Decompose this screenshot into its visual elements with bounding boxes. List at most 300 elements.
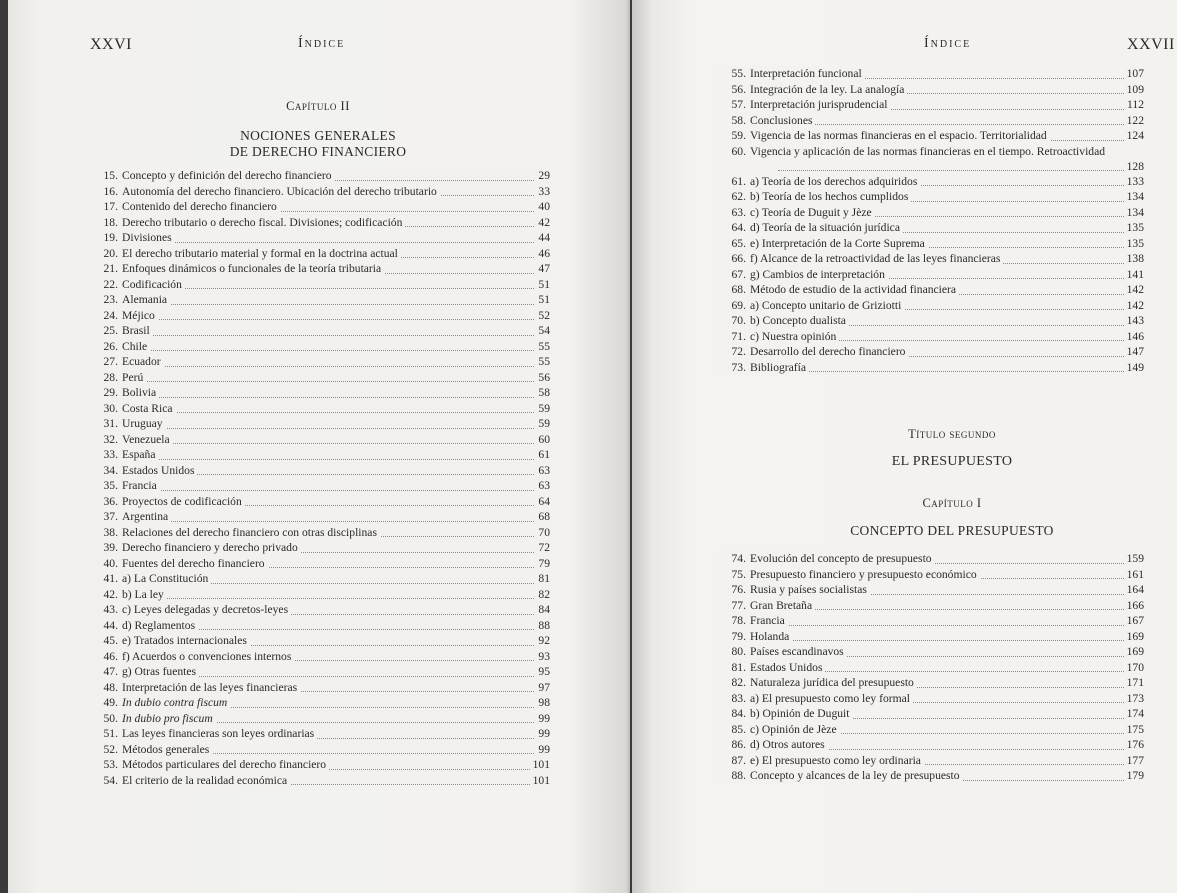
toc-entry-text (718, 114, 815, 127)
toc-entry-page: 179 (1124, 768, 1144, 784)
toc-entry-text (718, 98, 890, 111)
toc-entry-page: 68 (535, 509, 550, 525)
toc-entry-number: 54. (103, 773, 118, 787)
toc-entry-number: 17. (103, 200, 118, 213)
toc-entry-title: f) Alcance de la retroactividad de las leyes financieras (750, 252, 1001, 265)
toc-entry-number: 55. (731, 67, 746, 80)
toc-entry-title: Derecho financiero y derecho privado (122, 541, 298, 554)
toc-entry (718, 267, 1144, 283)
toc-entry-text (90, 324, 153, 337)
toc-entry-text (718, 67, 865, 80)
toc-entry-text (718, 83, 907, 96)
toc-entry-title: Enfoques dinámicos o funcionales de la teoría tributaria (122, 262, 382, 275)
toc-entry-number: 41. (103, 572, 118, 585)
right-toc-list-1 (718, 66, 1144, 375)
toc-entry-text (718, 645, 847, 658)
toc-entry-text (718, 175, 920, 188)
toc-entry-text (718, 144, 1153, 159)
right-toc-list-2 (718, 551, 1144, 784)
toc-entry-text (718, 723, 840, 736)
toc-entry-number: 16. (103, 184, 118, 198)
toc-entry (718, 660, 1144, 676)
toc-entry-number: 32. (103, 432, 118, 446)
toc-entry-number: 31. (103, 417, 118, 430)
toc-entry-title: Conclusiones (750, 113, 813, 127)
toc-entry (90, 261, 550, 277)
right-folio: XXVII (1127, 36, 1175, 53)
toc-entry (90, 587, 550, 603)
toc-entry-number: 87. (731, 753, 746, 767)
dot-leader (778, 170, 1144, 171)
toc-entry-page: 101 (530, 757, 550, 773)
toc-entry (718, 768, 1144, 784)
toc-entry (718, 82, 1144, 98)
toc-entry-text (718, 129, 1050, 142)
toc-entry-page: 99 (535, 742, 550, 758)
toc-entry (90, 664, 550, 680)
toc-entry-title: Brasil (122, 324, 150, 337)
toc-entry-page: 99 (535, 726, 550, 742)
toc-entry (90, 246, 550, 262)
toc-entry-title: El derecho tributario material y formal en la doctrina actual (122, 246, 398, 260)
toc-entry-title: a) Teoría de los derechos adquiridos (750, 174, 918, 188)
toc-entry-text (90, 247, 401, 260)
dot-leader (90, 397, 550, 398)
toc-entry-title: Países escandinavos (750, 645, 844, 658)
toc-entry-title: In dubio pro fiscum (122, 711, 213, 725)
dot-leader (90, 335, 550, 336)
toc-entry-text (718, 614, 788, 627)
toc-entry (90, 277, 550, 293)
toc-entry (718, 344, 1144, 360)
toc-entry (90, 416, 550, 432)
toc-entry-page: 177 (1124, 753, 1144, 769)
toc-entry-title: g) Otras fuentes (122, 665, 197, 678)
toc-entry-page: 42 (535, 215, 550, 231)
toc-entry (90, 556, 550, 572)
toc-entry-number: 20. (103, 246, 118, 260)
toc-entry-title: d) Teoría de la situación jurídica (750, 221, 900, 234)
toc-entry (718, 567, 1144, 583)
toc-entry-number: 27. (103, 355, 118, 368)
toc-entry (90, 649, 550, 665)
toc-entry (90, 711, 550, 727)
toc-entry-page: 58 (535, 385, 550, 401)
toc-entry-text (90, 231, 175, 244)
toc-entry (718, 113, 1144, 129)
toc-entry-title: Presupuesto financiero y presupuesto económico (750, 567, 977, 581)
toc-entry-number: 46. (103, 649, 118, 663)
toc-entry-text (90, 355, 164, 368)
toc-entry-text (90, 727, 317, 740)
toc-entry-text (718, 237, 928, 250)
toc-entry (90, 432, 550, 448)
toc-entry (90, 509, 550, 525)
toc-entry-page: 63 (535, 478, 550, 494)
toc-entry (718, 251, 1144, 267)
toc-entry-title: Argentina (122, 510, 169, 523)
toc-entry-text (90, 340, 150, 353)
toc-entry-title: Vigencia de las normas financieras en el espacio. Territorialidad (750, 129, 1047, 142)
toc-entry (90, 370, 550, 386)
toc-entry-number: 25. (103, 324, 118, 337)
toc-entry-title: Francia (122, 479, 157, 492)
toc-entry-title: Relaciones del derecho financiero con otras disciplinas (122, 525, 377, 539)
toc-entry-title: Gran Bretaña (750, 598, 813, 612)
toc-entry-text (718, 769, 963, 782)
toc-entry-text (90, 216, 405, 229)
toc-entry-text (90, 464, 197, 477)
toc-entry-title: a) El presupuesto como ley formal (750, 691, 911, 705)
toc-entry-number: 75. (731, 567, 746, 581)
toc-entry (718, 189, 1144, 205)
toc-entry-title: Venezuela (122, 432, 170, 446)
toc-entry (90, 726, 550, 742)
toc-entry-number: 49. (103, 696, 118, 709)
dot-leader (90, 459, 550, 460)
toc-entry-page: 29 (535, 168, 550, 184)
toc-entry-title: Estados Unidos (122, 463, 195, 477)
toc-entry-page: 51 (535, 277, 550, 293)
left-toc-list (90, 168, 550, 788)
toc-entry-number: 19. (103, 231, 118, 244)
toc-entry-number: 38. (103, 525, 118, 539)
toc-entry (718, 722, 1144, 738)
toc-entry (90, 695, 550, 711)
toc-entry-page: 135 (1124, 236, 1144, 252)
toc-entry-title: e) Tratados internacionales (122, 634, 247, 647)
toc-entry-number: 56. (731, 82, 746, 96)
toc-entry (718, 144, 1144, 174)
toc-entry-number: 57. (731, 98, 746, 111)
toc-entry-number: 35. (103, 479, 118, 492)
toc-entry-title: El criterio de la realidad económica (122, 773, 288, 787)
toc-entry (718, 298, 1144, 314)
toc-entry (90, 633, 550, 649)
toc-entry-title: b) Concepto dualista (750, 314, 846, 327)
toc-entry-text (90, 603, 291, 616)
toc-entry-page: 122 (1124, 113, 1144, 129)
toc-entry-number: 72. (731, 345, 746, 358)
toc-entry-number: 69. (731, 298, 746, 312)
toc-entry-page: 112 (1124, 97, 1144, 113)
toc-entry-text (90, 743, 212, 756)
toc-entry-number: 64. (731, 221, 746, 234)
toc-entry-title: Concepto y definición del derecho financiero (122, 169, 332, 182)
toc-entry-number: 45. (103, 634, 118, 647)
toc-entry-title: Bolivia (122, 386, 157, 399)
toc-entry-title: Uruguay (122, 417, 163, 430)
left-chapter-title-2: DE DERECHO FINANCIERO (229, 144, 407, 159)
toc-entry-text (718, 283, 959, 296)
toc-entry-page: 81 (535, 571, 550, 587)
toc-entry-number: 34. (103, 463, 118, 477)
toc-entry-title: c) Opinión de Jèze (750, 722, 837, 736)
toc-entry-number: 47. (103, 665, 118, 678)
toc-entry-title: Método de estudio de la actividad financiera (750, 283, 957, 296)
toc-entry-number: 59. (731, 129, 746, 142)
toc-entry-page: 55 (535, 354, 550, 370)
toc-entry-text (718, 221, 903, 234)
toc-entry (718, 220, 1144, 236)
toc-entry-text (718, 268, 888, 281)
toc-entry (90, 773, 550, 789)
toc-entry (718, 629, 1144, 645)
toc-entry-text (90, 433, 173, 446)
toc-entry-text (718, 692, 913, 705)
toc-entry-page: 63 (535, 463, 550, 479)
toc-entry-page: 79 (535, 556, 550, 572)
toc-entry-text (90, 371, 146, 384)
dot-leader (90, 350, 550, 351)
right-running-head: Índice (924, 36, 972, 51)
toc-entry-page: 109 (1124, 82, 1144, 98)
toc-entry-text (90, 278, 185, 291)
toc-entry-title: Autonomía del derecho financiero. Ubicación del derecho tributario (122, 184, 437, 198)
toc-entry (718, 66, 1144, 82)
toc-entry (90, 494, 550, 510)
toc-entry-text (718, 330, 839, 343)
toc-entry-page: 70 (535, 525, 550, 541)
toc-entry-title: Méjico (122, 308, 155, 322)
toc-entry (718, 236, 1144, 252)
toc-entry-number: 28. (103, 370, 118, 384)
toc-entry-number: 88. (731, 769, 746, 782)
toc-entry-text (90, 448, 158, 461)
toc-entry (90, 401, 550, 417)
toc-entry-title: Bibliografía (750, 360, 807, 374)
toc-entry-number: 29. (103, 386, 118, 399)
toc-entry-title: Integración de la ley. La analogía (750, 82, 905, 96)
toc-entry-page: 97 (535, 680, 550, 696)
toc-entry (90, 618, 550, 634)
toc-entry-title: Contenido del derecho financiero (122, 200, 277, 213)
toc-entry-number: 50. (103, 711, 118, 725)
toc-entry-number: 22. (103, 277, 118, 291)
toc-entry (718, 329, 1144, 345)
toc-entry-text (90, 169, 335, 182)
toc-entry (90, 571, 550, 587)
toc-entry-page: 59 (535, 401, 550, 417)
toc-entry-page: 84 (535, 602, 550, 618)
toc-entry-page: 133 (1124, 174, 1144, 190)
toc-entry-number: 73. (731, 360, 746, 374)
toc-entry-page: 138 (1124, 251, 1144, 267)
toc-entry (90, 525, 550, 541)
toc-entry (718, 282, 1144, 298)
toc-entry-page: 82 (535, 587, 550, 603)
toc-entry-number: 79. (731, 629, 746, 643)
toc-entry-text (90, 417, 166, 430)
toc-entry (90, 323, 550, 339)
toc-entry-title: Ecuador (122, 355, 161, 368)
toc-entry-number: 77. (731, 598, 746, 612)
toc-entry-number: 78. (731, 614, 746, 627)
toc-entry-title: b) Opinión de Duguit (750, 707, 850, 720)
toc-entry-number: 24. (103, 308, 118, 322)
toc-entry-title: e) Interpretación de la Corte Suprema (750, 236, 925, 250)
toc-entry (718, 313, 1144, 329)
toc-entry (90, 385, 550, 401)
toc-entry-number: 36. (103, 494, 118, 508)
toc-entry-text (90, 510, 171, 523)
toc-entry-text (718, 661, 825, 674)
toc-entry-title: a) La Constitución (122, 572, 209, 585)
toc-entry-title: In dubio contra fiscum (122, 696, 228, 709)
toc-entry-number: 15. (103, 169, 118, 182)
toc-entry-text (718, 299, 904, 312)
toc-entry-number: 37. (103, 510, 118, 523)
toc-entry (90, 447, 550, 463)
toc-entry-text (90, 758, 329, 771)
toc-entry-page: 169 (1124, 644, 1144, 660)
toc-entry-page: 72 (535, 540, 550, 556)
toc-entry-text (718, 568, 980, 581)
toc-entry-text (718, 345, 908, 358)
toc-entry-page: 134 (1124, 205, 1144, 221)
toc-entry-text (90, 712, 216, 725)
toc-entry-title: Codificación (122, 277, 182, 291)
toc-entry-page: 134 (1124, 189, 1144, 205)
toc-entry-number: 53. (103, 758, 118, 771)
toc-entry-page: 95 (535, 664, 550, 680)
toc-entry-title: Costa Rica (122, 401, 173, 415)
toc-entry (718, 360, 1144, 376)
toc-entry-title: Vigencia y aplicación de las normas financieras en el tiempo. Retroactividad (750, 144, 1106, 158)
toc-entry-title: c) Teoría de Duguit y Jèze (750, 205, 872, 219)
toc-entry-title: b) Teoría de los hechos cumplidos (750, 190, 909, 203)
toc-entry-page: 98 (535, 695, 550, 711)
toc-entry-number: 70. (731, 314, 746, 327)
right-chapter-title: CONCEPTO DEL PRESUPUESTO (850, 523, 1054, 538)
toc-entry-title: Divisiones (122, 231, 172, 244)
toc-entry-page: 93 (535, 649, 550, 665)
toc-entry-page: 40 (535, 199, 550, 215)
toc-entry-title: e) El presupuesto como ley ordinaria (750, 753, 921, 767)
toc-entry-number: 86. (731, 738, 746, 751)
toc-entry-page: 164 (1124, 582, 1144, 598)
toc-entry-text (718, 583, 870, 596)
toc-entry-number: 63. (731, 205, 746, 219)
toc-entry-text (90, 557, 268, 570)
toc-entry-text (718, 599, 815, 612)
toc-entry (90, 339, 550, 355)
toc-entry-title: Evolución del concepto de presupuesto (750, 552, 932, 565)
toc-entry-title: Métodos generales (122, 742, 210, 756)
toc-entry-title: Interpretación de las leyes financieras (122, 680, 298, 694)
toc-entry-page: 128 (1124, 159, 1144, 175)
left-chapter-heading (158, 99, 478, 160)
toc-entry-number: 23. (103, 293, 118, 306)
toc-entry-text (90, 588, 167, 601)
toc-entry-text (90, 185, 440, 198)
toc-entry (90, 168, 550, 184)
toc-entry-text (718, 252, 1003, 265)
right-page (632, 0, 1177, 893)
toc-entry-number: 85. (731, 722, 746, 736)
toc-entry-title: b) La ley (122, 587, 164, 601)
toc-entry-text (90, 262, 384, 275)
toc-entry-page: 146 (1124, 329, 1144, 345)
left-chapter-label: Capítulo II (286, 99, 350, 113)
toc-entry-title: g) Cambios de interpretación (750, 267, 885, 281)
toc-entry-number: 80. (731, 645, 746, 658)
toc-entry (90, 184, 550, 200)
toc-entry-number: 76. (731, 583, 746, 596)
left-running-head: Índice (298, 36, 346, 51)
toc-entry-page: 147 (1124, 344, 1144, 360)
toc-entry-page: 142 (1124, 282, 1144, 298)
toc-entry-number: 43. (103, 603, 118, 616)
toc-entry-text (718, 190, 911, 203)
toc-entry-page: 159 (1124, 551, 1144, 567)
toc-entry (718, 128, 1144, 144)
toc-entry-page: 107 (1124, 66, 1144, 82)
toc-entry-title: c) Nuestra opinión (750, 329, 837, 343)
toc-entry (90, 742, 550, 758)
toc-entry-text (90, 309, 158, 322)
toc-entry (718, 551, 1144, 567)
toc-entry-page: 142 (1124, 298, 1144, 314)
toc-entry-title: Desarrollo del derecho financiero (750, 345, 906, 358)
toc-entry-text (718, 361, 809, 374)
dot-leader (90, 381, 550, 382)
toc-entry (718, 205, 1144, 221)
toc-entry (718, 706, 1144, 722)
toc-entry-text (90, 572, 211, 585)
toc-entry-page: 59 (535, 416, 550, 432)
toc-entry-page: 47 (535, 261, 550, 277)
toc-entry (718, 598, 1144, 614)
toc-entry-page: 171 (1124, 675, 1144, 691)
toc-entry-number: 52. (103, 742, 118, 756)
toc-entry-text (90, 293, 170, 306)
toc-entry-page: 161 (1124, 567, 1144, 583)
toc-entry-text (718, 676, 917, 689)
title-label: Título segundo (908, 427, 996, 441)
toc-entry-title: Las leyes financieras son leyes ordinarias (122, 727, 315, 740)
toc-entry-page: 170 (1124, 660, 1144, 676)
toc-entry-text (90, 526, 380, 539)
toc-entry-number: 62. (731, 190, 746, 203)
toc-entry (90, 757, 550, 773)
toc-entry-number: 33. (103, 448, 118, 461)
dot-leader (90, 319, 550, 320)
toc-entry-title: Chile (122, 339, 148, 353)
toc-entry-page: 64 (535, 494, 550, 510)
toc-entry-number: 71. (731, 329, 746, 343)
toc-entry-title: c) Leyes delegadas y decretos-leyes (122, 603, 289, 616)
toc-entry-title: Interpretación funcional (750, 67, 862, 80)
toc-entry-page: 169 (1124, 629, 1144, 645)
toc-entry-title: Holanda (750, 629, 790, 643)
toc-entry (90, 308, 550, 324)
toc-entry-page: 46 (535, 246, 550, 262)
toc-entry-text (90, 774, 290, 787)
toc-entry-page: 33 (535, 184, 550, 200)
toc-entry (90, 199, 550, 215)
toc-entry-page: 56 (535, 370, 550, 386)
toc-entry (90, 602, 550, 618)
toc-entry-page: 52 (535, 308, 550, 324)
toc-entry-text (90, 619, 198, 632)
toc-entry-page: 141 (1124, 267, 1144, 283)
toc-entry-number: 61. (731, 174, 746, 188)
toc-entry (718, 644, 1144, 660)
toc-entry-number: 42. (103, 587, 118, 601)
left-folio: XXVI (90, 36, 132, 53)
toc-entry-text (718, 206, 875, 219)
